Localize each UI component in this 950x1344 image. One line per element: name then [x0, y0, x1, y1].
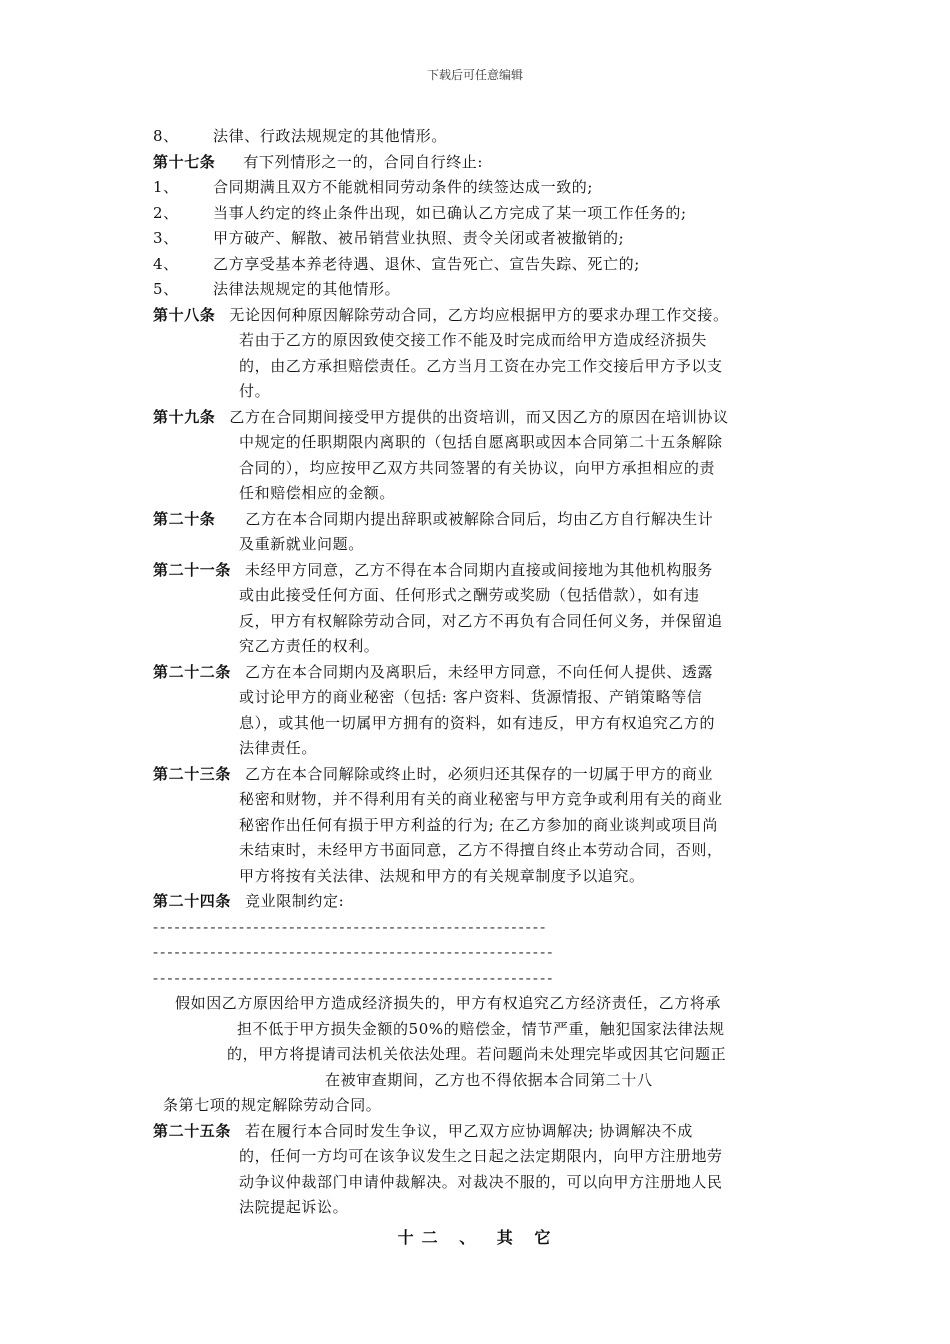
article-23: [153, 762, 803, 890]
article-line: 反，甲方有权解除劳动合同，对乙方不再负有合同任何义务，并保留追: [239, 611, 723, 630]
article-line: 法律责任。: [239, 739, 318, 757]
paragraph-line: 条第七项的规定解除劳动合同。: [163, 1096, 382, 1114]
article-label: 第十七条: [153, 152, 216, 171]
paragraph-line: 的，甲方将提请司法机关依法处理。若问题尚未处理完毕或因其它问题正: [227, 1045, 727, 1063]
list-item: [153, 201, 803, 227]
article-line: 的，任何一方均可在该争议发生之日起之法定期限内，向甲方注册地劳: [239, 1147, 723, 1165]
article-24: [153, 889, 803, 1119]
paragraph-line: 担不低于甲方损失金额的50%的赔偿金，情节严重，触犯国家法律法规: [237, 1019, 725, 1038]
article-line: 息），或其他一切属甲方拥有的资料，如有违反，甲方有权追究乙方的: [239, 713, 716, 732]
list-text: 当事人约定的终止条件出现，如已确认乙方完成了某一项工作任务的;: [213, 203, 687, 222]
article-line: 若由于乙方的原因致使交接工作不能及时完成而给甲方造成经济损失: [239, 331, 708, 349]
list-number: 5、: [153, 280, 179, 298]
article-line: 的，由乙方承担赔偿责任。乙方当月工资在办完工作交接后甲方予以支: [239, 356, 723, 375]
paragraph-line: 在被审查期间，乙方也不得依据本合同第二十八: [325, 1070, 653, 1089]
list-text: 乙方享受基本养老待遇、退休、宣告死亡、宣告失踪、死亡的;: [213, 254, 640, 273]
article-label: 第二十二条: [153, 662, 232, 681]
article-label: 第十九条: [153, 407, 216, 426]
section-title: 十二 、 其 它: [397, 1227, 559, 1247]
list-number: 4、: [153, 254, 179, 273]
article-line: 任和赔偿相应的金额。: [239, 484, 396, 502]
article-label: 第二十四条: [153, 892, 232, 910]
article-line: 未经甲方同意，乙方不得在本合同期内直接或间接地为其他机构服务: [245, 560, 714, 579]
article-line: 付。: [239, 382, 271, 400]
article-label: 第二十一条: [153, 560, 232, 579]
article-line: 乙方在本合同期内提出辞职或被解除合同后，均由乙方自行解决生计: [245, 509, 714, 528]
article-19: [153, 405, 803, 507]
article-line: 或讨论甲方的商业秘密（包括: 客户资料、货源情报、产销策略等信: [239, 688, 703, 706]
list-text: 合同期满且双方不能就相同劳动条件的续签达成一致的;: [213, 178, 594, 196]
article-line: 究乙方责任的权利。: [239, 637, 380, 655]
list-number: 8、: [153, 127, 179, 145]
list-item: [153, 175, 803, 201]
article-line: 若在履行本合同时发生争议，甲乙双方应协调解决; 协调解决不成: [245, 1121, 693, 1140]
blank-line: --------------------------------------------------------: [153, 943, 555, 961]
list-number: 2、: [153, 203, 179, 222]
page-header: 下载后可任意编辑: [426, 68, 523, 82]
article-line: 中规定的任职期限内离职的（包括自愿离职或因本合同第二十五条解除: [239, 433, 723, 451]
article-line: 合同的），均应按甲乙双方共同签署的有关协议，向甲方承担相应的责: [239, 458, 716, 477]
article-label: 第二十条: [153, 509, 216, 528]
article-label: 第二十五条: [153, 1121, 232, 1140]
article-line: 未结束时，未经甲方书面同意，乙方不得擅自终止本劳动合同，否则，: [239, 841, 723, 859]
article-line: 动争议仲裁部门申请仲裁解决。对裁决不服的，可以向甲方注册地人民: [239, 1172, 723, 1191]
list-number: 3、: [153, 229, 179, 247]
article-line: 及重新就业问题。: [239, 535, 364, 553]
article-18: [153, 303, 803, 405]
article-25: [153, 1119, 803, 1221]
article-line: 或由此接受任何方面、任何形式之酬劳或奖励（包括借款），如有违: [239, 586, 700, 604]
list-item: [153, 226, 803, 252]
article-17: [153, 150, 803, 176]
article-22: [153, 660, 803, 762]
article-text: 有下列情形之一的，合同自行终止:: [243, 152, 484, 171]
article-line: 乙方在本合同解除或终止时，必须归还其保存的一切属于甲方的商业: [245, 764, 714, 783]
article-line: 无论因何种原因解除劳动合同，乙方均应根据甲方的要求办理工作交接。: [229, 305, 729, 324]
list-text: 甲方破产、解散、被吊销营业执照、责令关闭或者被撤销的;: [213, 229, 625, 247]
blank-line: --------------------------------------------------------: [153, 968, 555, 987]
article-line: 乙方在本合同期内及离职后，未经甲方同意，不向任何人提供、透露: [245, 662, 714, 681]
list-text: 法律法规规定的其他情形。: [213, 280, 401, 298]
article-label: 第二十三条: [153, 764, 232, 783]
blank-line: -------------------------------------------------------: [153, 917, 548, 936]
article-line: 乙方在合同期间接受甲方提供的出资培训，而又因乙方的原因在培训协议: [229, 407, 729, 426]
list-item: [153, 252, 803, 278]
article-text: 竞业限制约定:: [245, 892, 345, 910]
article-line: 秘密和财物，并不得利用有关的商业秘密与甲方竞争或利用有关的商业: [239, 790, 723, 808]
list-text: 法律、行政法规规定的其他情形。: [213, 127, 448, 145]
list-item: [153, 124, 803, 150]
article-line: 甲方将按有关法律、法规和甲方的有关规章制度予以追究。: [239, 866, 645, 885]
article-21: [153, 558, 803, 660]
article-label: 第十八条: [153, 305, 216, 324]
list-item: [153, 277, 803, 303]
paragraph-line: 假如因乙方原因给甲方造成经济损失的，甲方有权追究乙方经济责任，乙方将承: [175, 994, 722, 1012]
article-line: 秘密作出任何有损于甲方利益的行为; 在乙方参加的商业谈判或项目尚: [239, 815, 719, 834]
contract-body: [153, 124, 803, 1250]
list-number: 1、: [153, 178, 179, 196]
article-line: 法院提起诉讼。: [239, 1198, 349, 1216]
article-20: [153, 507, 803, 558]
